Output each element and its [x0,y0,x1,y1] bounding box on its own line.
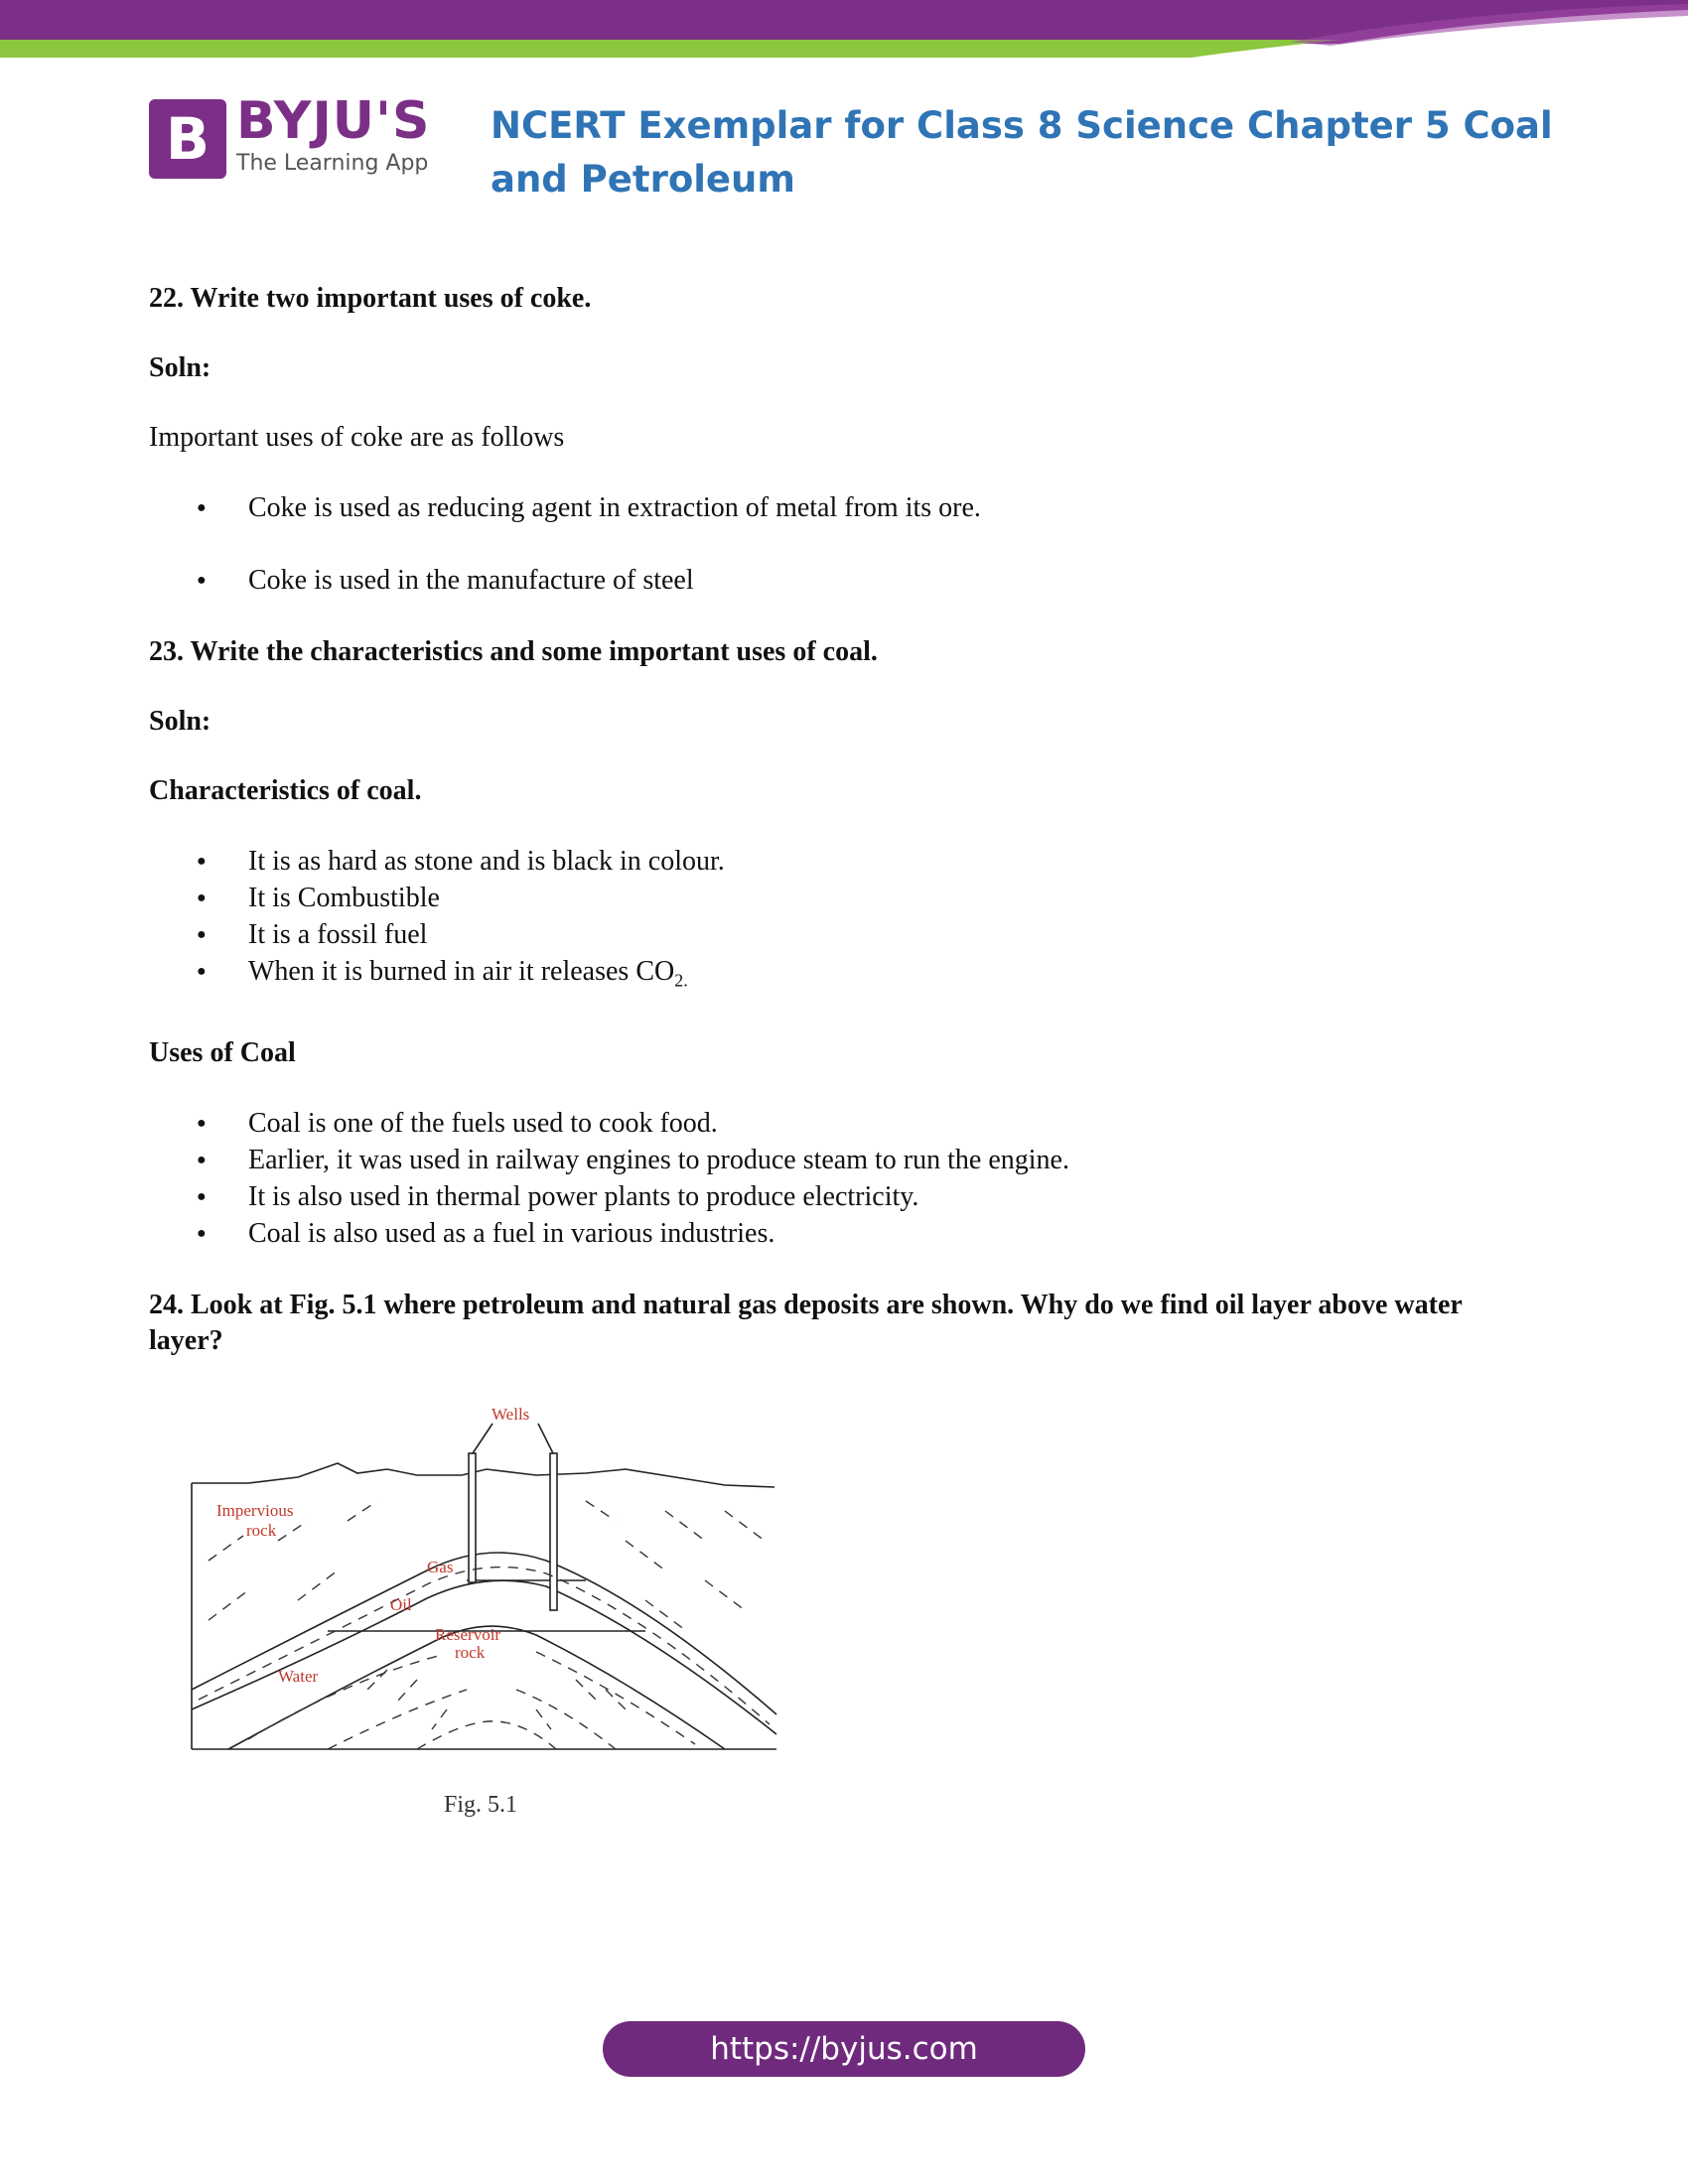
footer-url-link[interactable]: https://byjus.com [603,2021,1085,2077]
list-item: ● Earlier, it was used in railway engines to produce steam to run the engine. [149,1142,1539,1178]
well-left [469,1453,476,1582]
byjus-logo [149,91,437,189]
characteristics-heading: Characteristics of coal. [149,775,422,806]
label-reservoir-rock-2: rock [455,1643,486,1662]
list-item [149,953,1539,1000]
list-item: ● Coke is used in the manufacture of steel [149,562,1539,599]
well-right [550,1453,557,1610]
list-item: ● Coal is one of the fuels used to cook food. [149,1105,1539,1142]
logo-name: BYJU'S [236,91,431,151]
petroleum-deposit-diagram [189,1392,784,1769]
header-band [0,0,1688,60]
list-item: ● It is Combustible [149,880,1539,916]
intro-text: Important uses of coke are as follows [149,422,565,453]
co2-subscript: 2. [674,970,688,991]
label-gas: Gas [427,1558,454,1576]
question-23: 23. Write the characteristics and some important uses of coal. [149,636,878,667]
question-24: 24. Look at Fig. 5.1 where petroleum and natural gas deposits are shown. Why do we find oil layer above water layer? [149,1289,1463,1356]
label-impervious-rock-2: rock [246,1521,277,1540]
logo-tagline: The Learning App [236,151,429,176]
label-wells: Wells [492,1405,530,1424]
solution-label: Soln: [149,706,211,737]
label-reservoir-rock: Reservoir [435,1625,501,1644]
coke-uses-list [149,489,1539,599]
coal-uses-list [149,1105,1539,1252]
label-oil: Oil [390,1595,412,1614]
solution-label: Soln: [149,352,211,383]
ground-surface [192,1463,774,1487]
list-item: ● Coke is used as reducing agent in extraction of metal from its ore. [149,489,1539,526]
page-title: NCERT Exemplar for Class 8 Science Chapter 5 Coal and Petroleum [491,104,1553,201]
label-impervious-rock: Impervious [216,1501,294,1520]
document-body [149,281,1539,1393]
list-item: ● Coal is also used as a fuel in various industries. [149,1215,1539,1252]
uses-heading: Uses of Coal [149,1036,296,1068]
list-item: ● It is also used in thermal power plants to produce electricity. [149,1178,1539,1215]
co2-text: When it is burned in air it releases CO [248,956,675,987]
logo-letter: B [165,105,211,173]
figure-caption: Fig. 5.1 [444,1792,518,1818]
question-22: 22. Write two important uses of coke. [149,283,592,314]
characteristics-list [149,843,1539,1000]
list-item: ● It is a fossil fuel [149,916,1539,953]
label-water: Water [278,1667,319,1686]
list-item: ● It is as hard as stone and is black in colour. [149,843,1539,880]
